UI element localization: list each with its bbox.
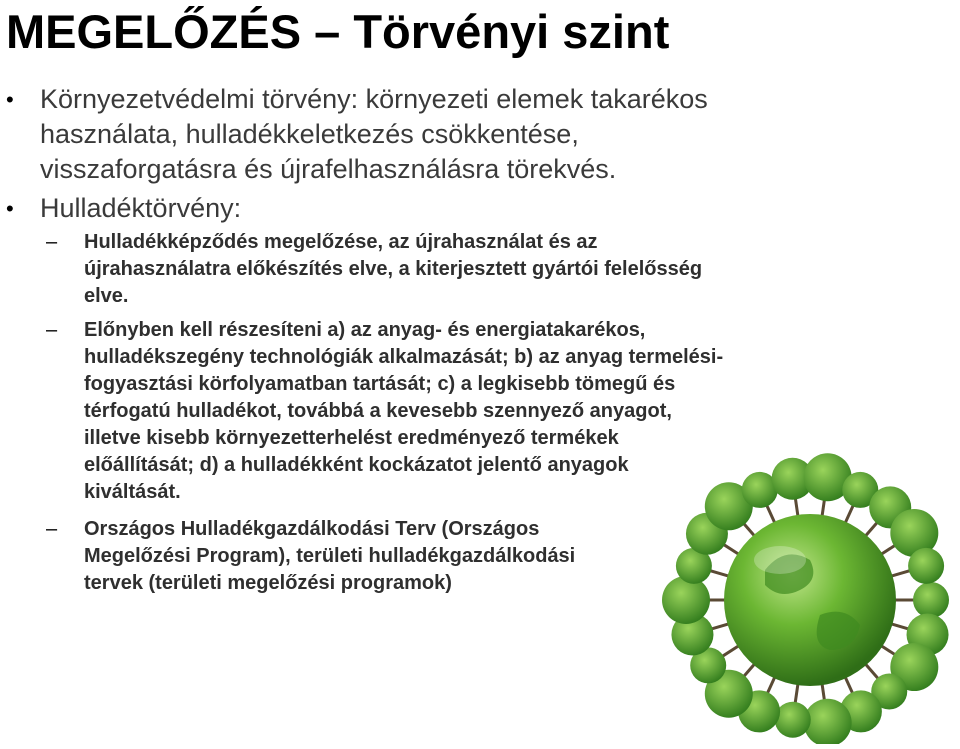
subitem-prevention-principle xyxy=(46,229,764,310)
bullet-line: visszaforgatásra és újrafelhasználásra törekvés. xyxy=(40,154,617,184)
dash-icon: – xyxy=(46,518,58,540)
bullet-line: Hulladéktörvény: xyxy=(40,193,242,223)
subitem-national-plan xyxy=(46,516,644,597)
bullet-line: használata, hulladékkeletkezés csökkentése, xyxy=(40,119,579,149)
green-globe-with-trees-icon xyxy=(660,440,960,744)
bullet-icon: • xyxy=(6,196,14,221)
globe-sphere xyxy=(724,514,896,686)
globe-illustration xyxy=(660,440,960,744)
bullet-waste-law xyxy=(6,191,242,226)
subitem-line: illetve kisebb környezetterhelést eredményező termékek xyxy=(84,427,619,449)
subitem-line: tervek (területi megelőzési programok) xyxy=(84,572,452,594)
page-title: MEGELŐZÉS – Törvényi szint xyxy=(6,5,670,58)
tree-crown xyxy=(908,548,944,584)
subitem-line: Előnyben kell részesíteni a) az anyag- és energiatakarékos, xyxy=(84,319,646,341)
subitem-line: kiváltását. xyxy=(84,481,181,503)
subitem-line: előállítását; d) a hulladékként kockázatot jelentő anyagok xyxy=(84,454,629,476)
tree-crown xyxy=(662,576,710,624)
subitem-line: Országos Hulladékgazdálkodási Terv (Országos xyxy=(84,518,540,540)
tree-crown xyxy=(775,702,811,738)
subitem-line: Hulladékképződés megelőzése, az újrahasználat és az xyxy=(84,231,598,253)
subitem-line: Megelőzési Program), területi hulladékgazdálkodási xyxy=(84,545,576,567)
subitem-line: elve. xyxy=(84,285,129,307)
subitem-line: hulladékszegény technológiák alkalmazását; b) az anyag termelési- xyxy=(84,346,724,368)
bullet-line: Környezetvédelmi törvény: környezeti elemek takarékos xyxy=(40,84,708,114)
globe-highlight xyxy=(754,546,806,574)
dash-icon: – xyxy=(46,319,58,341)
tree-crown xyxy=(913,582,949,618)
bullet-environmental-law xyxy=(6,82,800,187)
bullet-icon: • xyxy=(6,87,14,112)
subitem-line: térfogatú hulladékot, továbbá a kevesebb szennyező anyagot, xyxy=(84,400,672,422)
dash-icon: – xyxy=(46,231,58,253)
subitem-line: újrahasználatra előkészítés elve, a kiterjesztett gyártói felelősség xyxy=(84,258,703,280)
subitem-line: fogyasztási körfolyamatban tartását; c) a legkisebb tömegű és xyxy=(84,373,676,395)
